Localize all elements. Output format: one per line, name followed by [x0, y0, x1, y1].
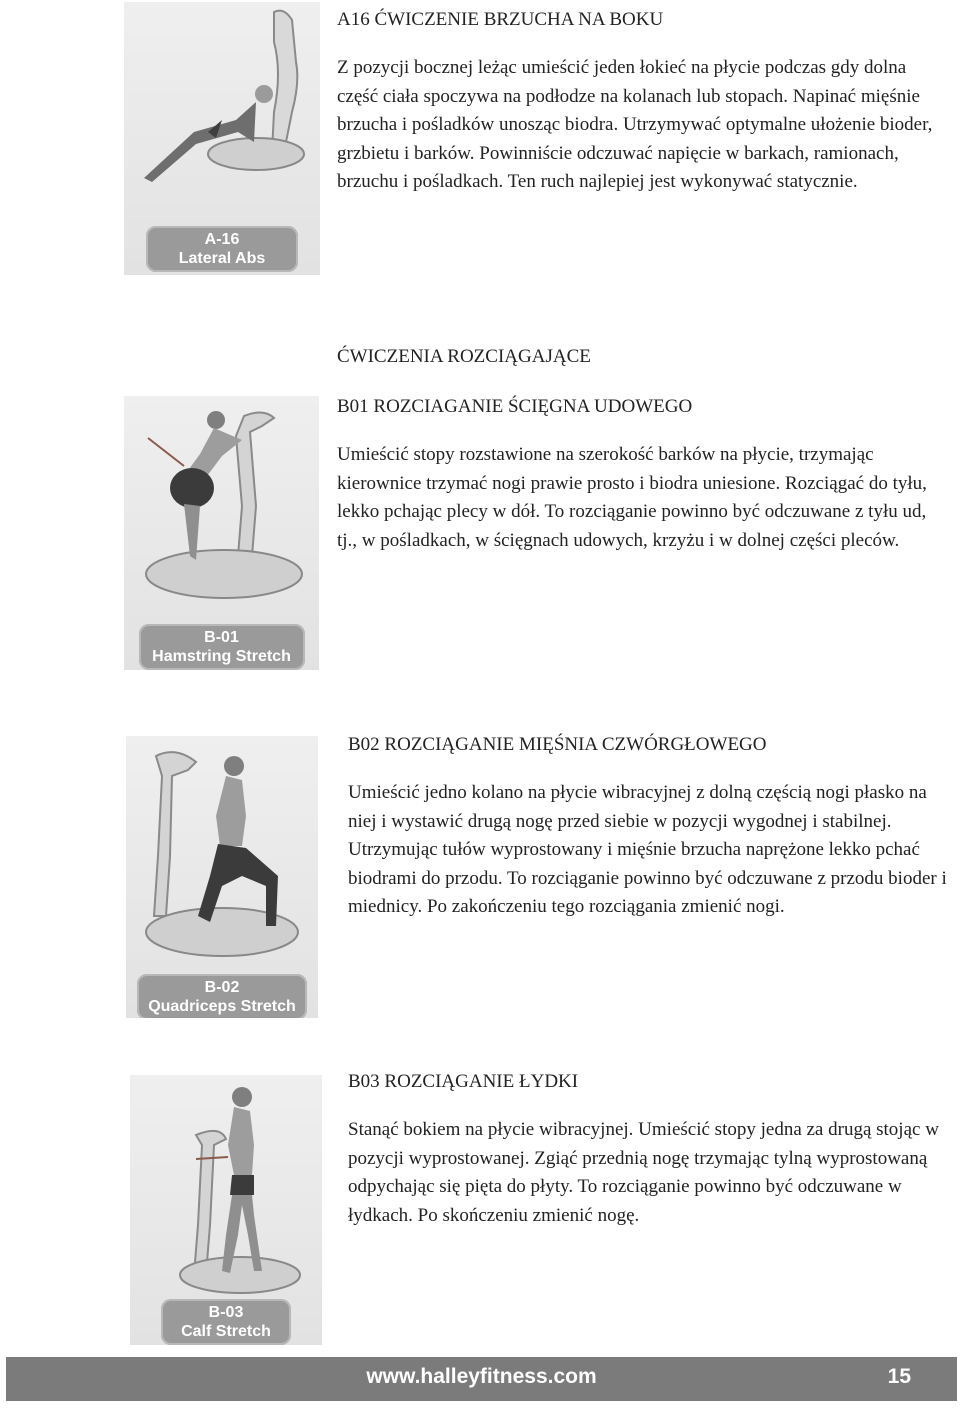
section-title: ĆWICZENIA ROZCIĄGAJĄCE — [337, 346, 591, 367]
exercise-title: B02 ROZCIĄGANIE MIĘŚNIA CZWÓRGŁOWEGO — [348, 734, 767, 755]
photo-a16-lateral-abs — [124, 2, 320, 275]
photo-b01-hamstring-stretch — [124, 396, 319, 670]
exercise-b03 — [348, 1070, 960, 1230]
plate-name: Hamstring Stretch — [152, 648, 291, 665]
exercise-description: Z pozycji bocznej leżąc umieścić jeden łokieć na płycie podczas gdy dolna część ciała spoczywa na podłodze na kolanach lub stopach. Napinać mięśnie brzucha i pośladków unosząc biodra. Utrzymywać optymalne ułożenie bioder, grzbietu i barków. Powinniście odczuwać napięcie w barkach, ramionach, brzuchu i pośladkach. Ten ruch najlepiej jest wykonywać statycznie. — [337, 57, 933, 193]
page-footer — [6, 1357, 957, 1401]
exercise-description: Stanąć bokiem na płycie wibracyjnej. Umieścić stopy jedna za drugą stojąc w pozycji wyprostowanej. Zgiąć przednią nogę trzymając tylną wyprostowaną odpychając się pięta do płyty. To rozciąganie powinno być odczuwane w łydkach. Po skończeniu zmienić nogę. — [348, 1119, 939, 1226]
exercise-title: B03 ROZCIĄGANIE ŁYDKI — [348, 1071, 579, 1092]
plate-name: Quadriceps Stretch — [148, 998, 296, 1015]
photo-b03-calf-stretch — [130, 1075, 322, 1345]
label-plate-b01 — [139, 624, 305, 670]
photo-b02-quadriceps-stretch — [126, 736, 318, 1018]
page-number: 15 — [887, 1365, 911, 1388]
exercise-a16 — [337, 8, 949, 197]
exercise-description: Umieścić stopy rozstawione na szerokość barków na płycie, trzymając kierownice trzymać nogi prawie prosto i biodra uniesione. Rozciągać do tyłu, lekko pchając plecy w dół. To rozciąganie powinno być odczuwane z tyłu ud, tj., w pośladkach, w ścięgnach udowych, krzyżu i w dolnej części pleców. — [337, 444, 927, 551]
label-plate-b03 — [161, 1299, 291, 1345]
plate-code: A-16 — [204, 231, 240, 248]
exercise-b01 — [337, 395, 949, 555]
plate-name: Lateral Abs — [178, 250, 266, 267]
exercise-b02 — [348, 733, 952, 922]
label-plate-a16 — [146, 226, 298, 272]
exercise-title: A16 ĆWICZENIE BRZUCHA NA BOKU — [337, 9, 664, 30]
plate-name: Calf Stretch — [181, 1323, 271, 1340]
plate-code: B-02 — [204, 979, 240, 996]
exercise-description: Umieścić jedno kolano na płycie wibracyjnej z dolną częścią nogi płasko na niej i wystawić drugą nogę przed siebie w pozycji wygodnej i stabilnej. Utrzymując tułów wyprostowany i mięśnie brzucha naprężone lekko pchać biodrami do przodu. To rozciąganie powinno być odczuwane z przodu bioder i miednicy. Po zakończeniu tego rozciągania zmienić nogi. — [348, 782, 947, 918]
label-plate-b02 — [137, 974, 307, 1018]
exercise-title: B01 ROZCIAGANIE ŚCIĘGNA UDOWEGO — [337, 396, 693, 417]
plate-code: B-01 — [204, 629, 239, 646]
plate-code: B-03 — [208, 1304, 244, 1321]
footer-url[interactable]: www.halleyfitness.com — [366, 1365, 597, 1388]
